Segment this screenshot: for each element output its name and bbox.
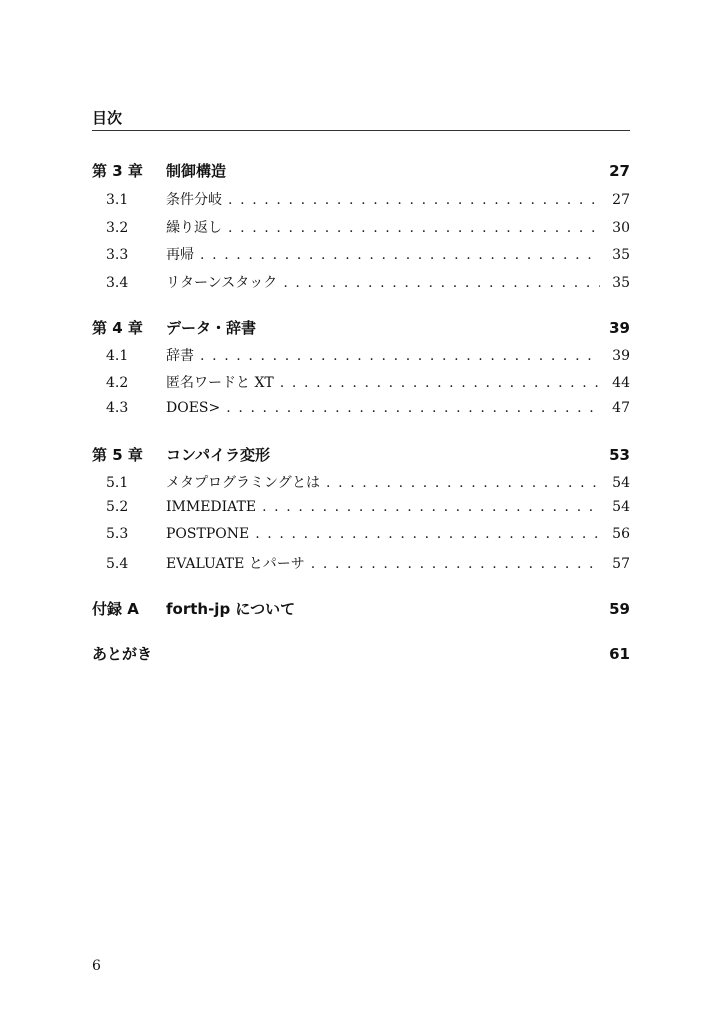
chapter-number: 第 4 章 bbox=[92, 319, 143, 337]
chapter-title: 制御構造 bbox=[166, 162, 227, 180]
dot-leader bbox=[228, 220, 600, 236]
section-page: 44 bbox=[612, 375, 630, 391]
section-page: 35 bbox=[612, 275, 630, 291]
chapter-title: データ・辞書 bbox=[166, 319, 257, 337]
toc-section-4-3[interactable] bbox=[92, 400, 630, 416]
section-title: 辞書 bbox=[166, 348, 194, 364]
chapter-number: 第 5 章 bbox=[92, 446, 143, 464]
toc-section-3-1[interactable] bbox=[92, 189, 630, 209]
section-number: 4.2 bbox=[106, 375, 129, 391]
afterword-page: 61 bbox=[609, 645, 630, 663]
dot-leader bbox=[283, 275, 600, 291]
dot-leader bbox=[226, 400, 600, 416]
chapter-title: コンパイラ変形 bbox=[166, 446, 270, 464]
dot-leader bbox=[262, 499, 600, 515]
section-title: POSTPONE bbox=[166, 526, 250, 542]
toc-section-5-4[interactable] bbox=[92, 553, 630, 573]
chapter-page: 53 bbox=[609, 446, 630, 464]
section-title: 繰り返し bbox=[166, 220, 222, 236]
section-page: 27 bbox=[612, 192, 630, 208]
section-number: 5.4 bbox=[106, 556, 129, 572]
toc-chapter-3[interactable] bbox=[92, 160, 630, 181]
toc-section-3-2[interactable] bbox=[92, 217, 630, 237]
section-title: 匿名ワードと XT bbox=[166, 375, 274, 391]
toc-chapter-5[interactable] bbox=[92, 444, 630, 465]
appendix-page: 59 bbox=[609, 600, 630, 618]
toc-afterword[interactable] bbox=[92, 643, 630, 664]
section-title: 再帰 bbox=[166, 247, 194, 263]
toc-section-4-2[interactable] bbox=[92, 372, 630, 392]
toc-section-5-2[interactable] bbox=[92, 499, 630, 515]
section-title: 条件分岐 bbox=[166, 192, 222, 208]
dot-leader bbox=[326, 475, 600, 491]
toc-section-3-4[interactable] bbox=[92, 272, 630, 292]
dot-leader bbox=[280, 375, 600, 391]
section-title: EVALUATE とパーサ bbox=[166, 556, 305, 572]
toc-section-3-3[interactable] bbox=[92, 244, 630, 264]
dot-leader bbox=[311, 556, 600, 572]
toc-chapter-4[interactable] bbox=[92, 317, 630, 338]
chapter-number: 第 3 章 bbox=[92, 162, 143, 180]
section-number: 3.1 bbox=[106, 192, 129, 208]
afterword-title: あとがき bbox=[92, 645, 153, 663]
section-number: 4.3 bbox=[106, 400, 129, 416]
appendix-number: 付録 A bbox=[92, 600, 139, 618]
toc-section-5-1[interactable] bbox=[92, 472, 630, 492]
chapter-page: 39 bbox=[609, 319, 630, 337]
toc-section-4-1[interactable] bbox=[92, 345, 630, 365]
running-head: 目次 bbox=[92, 109, 123, 127]
section-number: 3.3 bbox=[106, 247, 129, 263]
section-number: 4.1 bbox=[106, 348, 129, 364]
section-title: リターンスタック bbox=[166, 275, 278, 291]
header-rule bbox=[92, 130, 630, 131]
section-page: 47 bbox=[612, 400, 630, 416]
dot-leader bbox=[200, 348, 600, 364]
section-page: 30 bbox=[612, 220, 630, 236]
section-number: 5.3 bbox=[106, 526, 129, 542]
section-page: 39 bbox=[612, 348, 630, 364]
section-page: 35 bbox=[612, 247, 630, 263]
section-number: 5.1 bbox=[106, 475, 129, 491]
section-title: メタプログラミングとは bbox=[166, 475, 320, 491]
toc-appendix-a[interactable] bbox=[92, 598, 630, 619]
toc-section-5-3[interactable] bbox=[92, 526, 630, 542]
section-page: 54 bbox=[612, 499, 630, 515]
chapter-page: 27 bbox=[609, 162, 630, 180]
page-number: 6 bbox=[92, 958, 101, 974]
section-number: 5.2 bbox=[106, 499, 129, 515]
section-number: 3.4 bbox=[106, 275, 129, 291]
section-page: 57 bbox=[612, 556, 630, 572]
appendix-title: forth-jp について bbox=[166, 600, 296, 618]
section-title: IMMEDIATE bbox=[166, 499, 257, 515]
section-page: 54 bbox=[612, 475, 630, 491]
section-page: 56 bbox=[612, 526, 630, 542]
section-title: DOES> bbox=[166, 400, 221, 416]
section-number: 3.2 bbox=[106, 220, 129, 236]
dot-leader bbox=[228, 192, 600, 208]
dot-leader bbox=[200, 247, 600, 263]
dot-leader bbox=[255, 526, 600, 542]
